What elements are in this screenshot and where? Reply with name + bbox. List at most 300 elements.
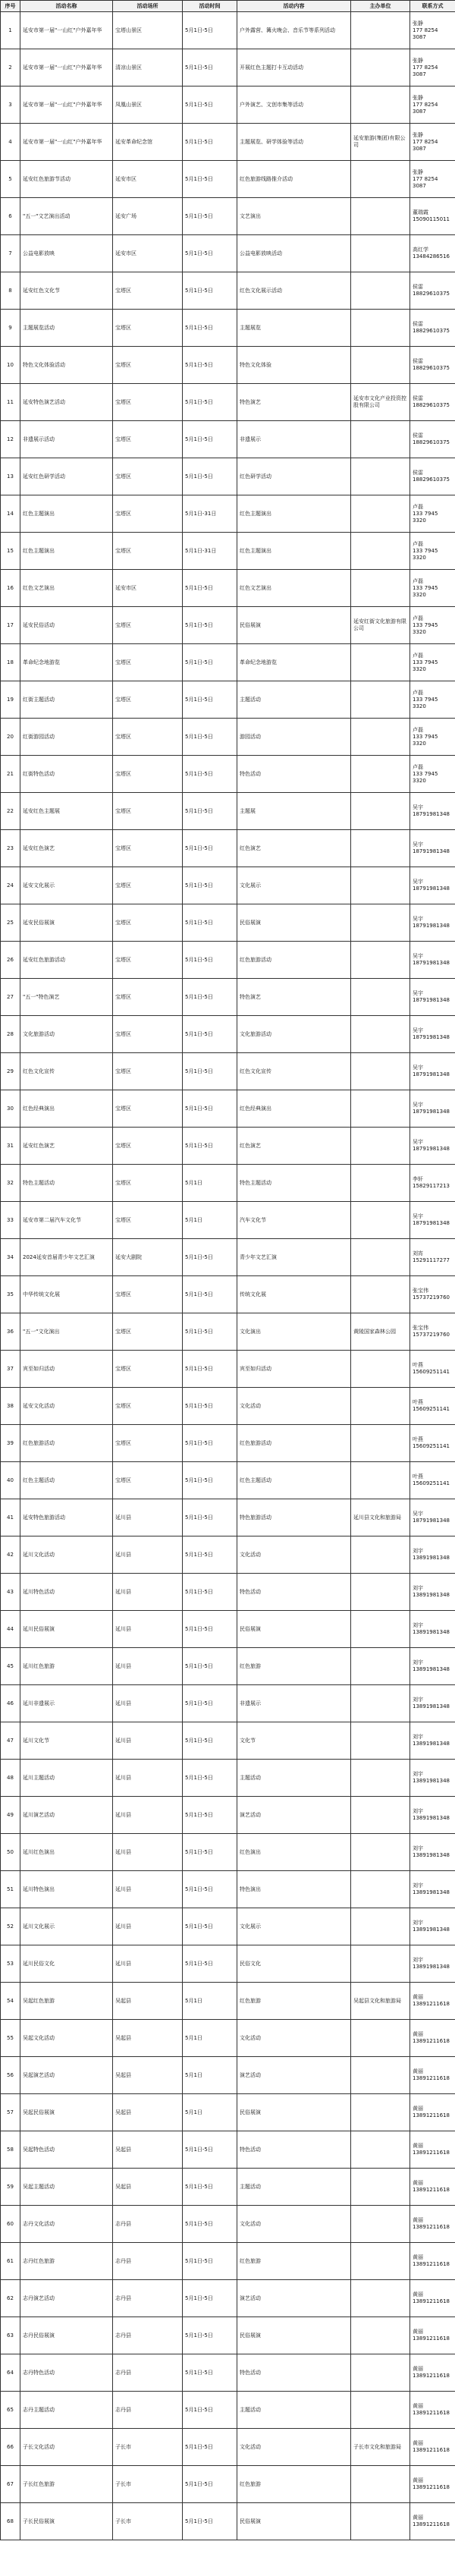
cell-time: 5月1日-5日	[183, 1834, 237, 1871]
table-row	[1, 49, 455, 86]
cell-contact: 张静 177 8254 3087	[410, 124, 455, 161]
table-row	[1, 1090, 455, 1128]
cell-org	[351, 2392, 410, 2429]
header-name: 活动名称	[20, 1, 113, 12]
cell-contact: 张静 177 8254 3087	[410, 161, 455, 198]
header-contact: 联系方式	[410, 1, 455, 12]
cell-content: 主题活动	[237, 1760, 351, 1797]
cell-name: 红色文艺演出	[20, 570, 113, 607]
cell-contact: 黄丽 13891211618	[410, 2206, 455, 2243]
cell-org	[351, 719, 410, 756]
cell-name: 延安红色旅游节活动	[20, 161, 113, 198]
cell-name: 延安市第一届"一山红"户外嘉年华	[20, 124, 113, 161]
cell-name: 红色旅游活动	[20, 1425, 113, 1462]
table-row	[1, 942, 455, 979]
cell-place: 宝塔区	[113, 756, 183, 793]
cell-content: 文化展示	[237, 867, 351, 904]
cell-contact: 黄丽 13891211618	[410, 2429, 455, 2466]
cell-contact: 刘宇 13891981348	[410, 1648, 455, 1685]
cell-name: 延安民俗展演	[20, 904, 113, 942]
cell-time: 5月1日-5日	[183, 161, 237, 198]
cell-place: 延川县	[113, 1685, 183, 1722]
table-row	[1, 533, 455, 570]
cell-time: 5月1日-5日	[183, 347, 237, 384]
cell-name: 延安红色文化节	[20, 272, 113, 310]
cell-org	[351, 1202, 410, 1239]
header-no: 序号	[1, 1, 20, 12]
cell-org	[351, 1908, 410, 1945]
cell-contact: 卢磊 133 7945 3320	[410, 719, 455, 756]
cell-contact: 叶燕 15609251141	[410, 1388, 455, 1425]
cell-contact: 侯雷 18829610375	[410, 421, 455, 458]
cell-content: 红色旅游	[237, 2243, 351, 2280]
cell-content: 特色旅游活动	[237, 1499, 351, 1536]
cell-contact: 卢磊 133 7945 3320	[410, 533, 455, 570]
cell-name: 延川演艺活动	[20, 1797, 113, 1834]
cell-content: 文化展示	[237, 1908, 351, 1945]
header-org: 主办单位	[351, 1, 410, 12]
cell-content: 文化节	[237, 1722, 351, 1760]
cell-place: 延安市区	[113, 161, 183, 198]
cell-no: 40	[1, 1462, 20, 1499]
cell-content: 革命纪念地游览	[237, 644, 351, 681]
cell-time: 5月1日-5日	[183, 1239, 237, 1276]
cell-contact: 吴宇 18791981348	[410, 1090, 455, 1128]
cell-name: 延安特色旅游活动	[20, 1499, 113, 1536]
cell-place: 宝塔区	[113, 1016, 183, 1053]
cell-name: 延川民俗文化	[20, 1945, 113, 1983]
cell-no: 8	[1, 272, 20, 310]
table-row	[1, 1499, 455, 1536]
cell-no: 32	[1, 1165, 20, 1202]
cell-org	[351, 2354, 410, 2392]
cell-content: 开展红色主题打卡互动活动	[237, 49, 351, 86]
cell-no: 55	[1, 2020, 20, 2057]
cell-org	[351, 2243, 410, 2280]
cell-time: 5月1日-5日	[183, 793, 237, 830]
cell-name: 延安红色主题展	[20, 793, 113, 830]
table-row	[1, 1425, 455, 1462]
cell-contact: 卢磊 133 7945 3320	[410, 644, 455, 681]
cell-no: 33	[1, 1202, 20, 1239]
cell-name: 特色主题活动	[20, 1165, 113, 1202]
cell-content: 红色旅游线路推介活动	[237, 161, 351, 198]
cell-time: 5月1日-5日	[183, 2503, 237, 2540]
cell-org	[351, 1425, 410, 1462]
cell-time: 5月1日-5日	[183, 607, 237, 644]
cell-time: 5月1日-5日	[183, 1611, 237, 1648]
cell-time: 5月1日-5日	[183, 867, 237, 904]
cell-no: 42	[1, 1536, 20, 1574]
cell-content: 汽车文化节	[237, 1202, 351, 1239]
cell-place: 延川县	[113, 1797, 183, 1834]
cell-place: 宝塔区	[113, 1202, 183, 1239]
cell-time: 5月1日-5日	[183, 570, 237, 607]
table-row	[1, 124, 455, 161]
cell-no: 49	[1, 1797, 20, 1834]
cell-contact: 卢磊 133 7945 3320	[410, 495, 455, 533]
cell-content: 宾至如归活动	[237, 1351, 351, 1388]
cell-contact: 黄丽 13891211618	[410, 1983, 455, 2020]
table-row	[1, 1983, 455, 2020]
cell-no: 28	[1, 1016, 20, 1053]
cell-place: 延川县	[113, 1871, 183, 1908]
cell-place: 延安革命纪念馆	[113, 124, 183, 161]
cell-contact: 卢磊 133 7945 3320	[410, 681, 455, 719]
cell-content: 民俗展演	[237, 904, 351, 942]
cell-time: 5月1日-5日	[183, 2392, 237, 2429]
cell-contact: 黄丽 13891211618	[410, 2317, 455, 2354]
cell-name: 延安特色演艺活动	[20, 384, 113, 421]
cell-content: 主题展览、研学体验等活动	[237, 124, 351, 161]
cell-content: 演艺活动	[237, 2280, 351, 2317]
cell-content: 民俗文化	[237, 1945, 351, 1983]
table-row	[1, 2020, 455, 2057]
table-body	[1, 12, 455, 2540]
table-row	[1, 2317, 455, 2354]
cell-time: 5月1日-5日	[183, 86, 237, 124]
cell-name: 延安文化展示	[20, 867, 113, 904]
cell-contact: 吴宇 18791981348	[410, 979, 455, 1016]
cell-content: 民俗展演	[237, 2094, 351, 2131]
cell-org	[351, 161, 410, 198]
cell-time: 5月1日-5日	[183, 830, 237, 867]
cell-no: 22	[1, 793, 20, 830]
cell-org	[351, 495, 410, 533]
cell-name: 志丹主题活动	[20, 2392, 113, 2429]
cell-org	[351, 235, 410, 272]
cell-content: 特色活动	[237, 1574, 351, 1611]
cell-place: 宝塔区	[113, 1425, 183, 1462]
cell-contact: 侯雷 18829610375	[410, 458, 455, 495]
cell-place: 宝塔区	[113, 1462, 183, 1499]
cell-place: 志丹县	[113, 2206, 183, 2243]
cell-no: 19	[1, 681, 20, 719]
cell-org	[351, 942, 410, 979]
cell-time: 5月1日-5日	[183, 272, 237, 310]
cell-content: 文化活动	[237, 2206, 351, 2243]
cell-no: 34	[1, 1239, 20, 1276]
cell-place: 吴起县	[113, 2169, 183, 2206]
table-row	[1, 1388, 455, 1425]
cell-name: 子长民俗展演	[20, 2503, 113, 2540]
cell-contact: 卢磊 133 7945 3320	[410, 756, 455, 793]
cell-org	[351, 1648, 410, 1685]
cell-org: 子长市文化和旅游局	[351, 2429, 410, 2466]
cell-no: 68	[1, 2503, 20, 2540]
cell-no: 64	[1, 2354, 20, 2392]
table-row	[1, 2429, 455, 2466]
cell-name: 志丹红色旅游	[20, 2243, 113, 2280]
cell-org	[351, 830, 410, 867]
cell-place: 宝塔区	[113, 830, 183, 867]
cell-no: 63	[1, 2317, 20, 2354]
cell-org	[351, 2317, 410, 2354]
table-row	[1, 1462, 455, 1499]
cell-contact: 刘宇 13891981348	[410, 1908, 455, 1945]
cell-content: 青少年文艺汇演	[237, 1239, 351, 1276]
cell-contact: 李轩 15829117213	[410, 1165, 455, 1202]
cell-no: 11	[1, 384, 20, 421]
cell-place: 延川县	[113, 1760, 183, 1797]
table-row	[1, 1313, 455, 1351]
cell-contact: 刘宇 13891981348	[410, 1834, 455, 1871]
cell-content: 文艺演出	[237, 198, 351, 235]
cell-place: 延安市区	[113, 570, 183, 607]
cell-contact: 黄丽 13891211618	[410, 2280, 455, 2317]
cell-place: 志丹县	[113, 2243, 183, 2280]
cell-time: 5月1日-5日	[183, 124, 237, 161]
cell-name: 子长文化活动	[20, 2429, 113, 2466]
cell-place: 宝塔区	[113, 793, 183, 830]
cell-place: 志丹县	[113, 2317, 183, 2354]
cell-place: 清凉山景区	[113, 49, 183, 86]
cell-time: 5月1日-5日	[183, 1871, 237, 1908]
cell-org	[351, 421, 410, 458]
cell-contact: 吴宇 18791981348	[410, 793, 455, 830]
cell-contact: 黄丽 13891211618	[410, 2057, 455, 2094]
cell-org	[351, 1090, 410, 1128]
table-row	[1, 1611, 455, 1648]
cell-org	[351, 1165, 410, 1202]
cell-no: 20	[1, 719, 20, 756]
cell-place: 宝塔区	[113, 421, 183, 458]
table-row	[1, 644, 455, 681]
cell-time: 5月1日-5日	[183, 49, 237, 86]
cell-no: 1	[1, 12, 20, 49]
cell-no: 25	[1, 904, 20, 942]
cell-content: 民俗展演	[237, 1611, 351, 1648]
cell-name: 中华传统文化展	[20, 1276, 113, 1313]
cell-time: 5月1日-5日	[183, 2169, 237, 2206]
cell-content: 主题活动	[237, 681, 351, 719]
cell-place: 宝塔区	[113, 495, 183, 533]
cell-content: 红色研学活动	[237, 458, 351, 495]
cell-contact: 刘宇 13891981348	[410, 1871, 455, 1908]
cell-content: 公益电影放映活动	[237, 235, 351, 272]
cell-place: 子长市	[113, 2429, 183, 2466]
cell-org	[351, 1685, 410, 1722]
cell-content: 红色文化展示活动	[237, 272, 351, 310]
cell-place: 宝塔区	[113, 384, 183, 421]
table-row	[1, 570, 455, 607]
cell-time: 5月1日-5日	[183, 458, 237, 495]
cell-time: 5月1日-5日	[183, 198, 237, 235]
cell-name: 红街特色活动	[20, 756, 113, 793]
cell-place: 宝塔区	[113, 719, 183, 756]
cell-org	[351, 1239, 410, 1276]
cell-content: 红色经典演出	[237, 1090, 351, 1128]
table-row	[1, 1202, 455, 1239]
cell-contact: 刘宇 13891981348	[410, 1797, 455, 1834]
cell-content: 特色文化体验	[237, 347, 351, 384]
cell-no: 56	[1, 2057, 20, 2094]
cell-org	[351, 1834, 410, 1871]
cell-no: 66	[1, 2429, 20, 2466]
cell-content: 文化旅游活动	[237, 1016, 351, 1053]
cell-time: 5月1日-5日	[183, 979, 237, 1016]
header-time: 活动时间	[183, 1, 237, 12]
cell-time: 5月1日-5日	[183, 235, 237, 272]
cell-content: 红色旅游活动	[237, 942, 351, 979]
cell-name: 延川红色旅游	[20, 1648, 113, 1685]
cell-time: 5月1日-5日	[183, 1313, 237, 1351]
cell-org: 延川县文化和旅游局	[351, 1499, 410, 1536]
cell-time: 5月1日-5日	[183, 1574, 237, 1611]
cell-name: 红色经典演出	[20, 1090, 113, 1128]
table-row	[1, 1722, 455, 1760]
table-row	[1, 1685, 455, 1722]
cell-time: 5月1日-5日	[183, 1016, 237, 1053]
cell-time: 5月1日-5日	[183, 1648, 237, 1685]
cell-name: 延安文化活动	[20, 1388, 113, 1425]
table-row	[1, 1760, 455, 1797]
cell-no: 59	[1, 2169, 20, 2206]
cell-org	[351, 198, 410, 235]
cell-time: 5月1日-5日	[183, 681, 237, 719]
cell-org	[351, 1574, 410, 1611]
table-row	[1, 2169, 455, 2206]
cell-name: 延安市第二届汽车文化节	[20, 1202, 113, 1239]
cell-contact: 卢磊 133 7945 3320	[410, 607, 455, 644]
cell-name: 吴起文化活动	[20, 2020, 113, 2057]
table-row	[1, 2206, 455, 2243]
cell-no: 23	[1, 830, 20, 867]
cell-time: 5月1日-5日	[183, 1945, 237, 1983]
cell-no: 43	[1, 1574, 20, 1611]
cell-no: 65	[1, 2392, 20, 2429]
cell-time: 5月1日-5日	[183, 1462, 237, 1499]
cell-name: 志丹民俗展演	[20, 2317, 113, 2354]
cell-content: 红色主题演出	[237, 533, 351, 570]
cell-name: 宾至如归活动	[20, 1351, 113, 1388]
cell-content: 主题活动	[237, 2169, 351, 2206]
table-row	[1, 1648, 455, 1685]
cell-org	[351, 570, 410, 607]
cell-no: 27	[1, 979, 20, 1016]
cell-contact: 黄丽 13891211618	[410, 2131, 455, 2169]
cell-contact: 吴宇 18791981348	[410, 830, 455, 867]
cell-no: 36	[1, 1313, 20, 1351]
cell-org	[351, 2169, 410, 2206]
cell-time: 5月1日-5日	[183, 942, 237, 979]
cell-place: 志丹县	[113, 2392, 183, 2429]
cell-no: 4	[1, 124, 20, 161]
cell-place: 延川县	[113, 1574, 183, 1611]
cell-content: 红色旅游	[237, 1983, 351, 2020]
cell-contact: 刘宇 13891981348	[410, 1611, 455, 1648]
table-row	[1, 1945, 455, 1983]
cell-no: 39	[1, 1425, 20, 1462]
cell-time: 5月1日-5日	[183, 904, 237, 942]
cell-org	[351, 2094, 410, 2131]
cell-content: 红色主题活动	[237, 1462, 351, 1499]
cell-time: 5月1日-5日	[183, 1722, 237, 1760]
cell-no: 44	[1, 1611, 20, 1648]
cell-org: 延安旅游(集团)有限公司	[351, 124, 410, 161]
cell-name: "五一"特色演艺	[20, 979, 113, 1016]
cell-contact: 卢磊 133 7945 3320	[410, 570, 455, 607]
cell-org	[351, 2466, 410, 2503]
table-row	[1, 198, 455, 235]
cell-name: 吴起特色活动	[20, 2131, 113, 2169]
cell-contact: 吴宇 18791981348	[410, 904, 455, 942]
cell-contact: 刘宇 13891981348	[410, 1685, 455, 1722]
cell-place: 宝塔区	[113, 867, 183, 904]
cell-content: 特色演艺	[237, 384, 351, 421]
cell-content: 户外露营、篝火晚会、音乐节等系列活动	[237, 12, 351, 49]
cell-name: 吴起民俗展演	[20, 2094, 113, 2131]
cell-content: 户外演艺、文创市集等活动	[237, 86, 351, 124]
cell-org	[351, 1351, 410, 1388]
cell-org	[351, 1462, 410, 1499]
cell-content: 特色主题活动	[237, 1165, 351, 1202]
cell-time: 5月1日-5日	[183, 1685, 237, 1722]
cell-time: 5月1日-5日	[183, 1276, 237, 1313]
cell-no: 14	[1, 495, 20, 533]
cell-time: 5月1日-31日	[183, 533, 237, 570]
cell-time: 5月1日	[183, 1202, 237, 1239]
cell-no: 52	[1, 1908, 20, 1945]
cell-org	[351, 2057, 410, 2094]
cell-time: 5月1日-5日	[183, 756, 237, 793]
cell-contact: 张静 177 8254 3087	[410, 12, 455, 49]
cell-contact: 高红学 13484286516	[410, 235, 455, 272]
cell-place: 宝塔区	[113, 644, 183, 681]
cell-time: 5月1日-5日	[183, 2317, 237, 2354]
table-row	[1, 830, 455, 867]
cell-content: 非遗展示	[237, 421, 351, 458]
cell-name: 延安红色演艺	[20, 1128, 113, 1165]
cell-org	[351, 1388, 410, 1425]
cell-no: 18	[1, 644, 20, 681]
cell-org	[351, 458, 410, 495]
table-row	[1, 2094, 455, 2131]
cell-contact: 董瑞霞 15090115011	[410, 198, 455, 235]
cell-name: "五一"文化演出	[20, 1313, 113, 1351]
cell-no: 5	[1, 161, 20, 198]
cell-time: 5月1日-5日	[183, 421, 237, 458]
cell-org	[351, 2131, 410, 2169]
cell-org	[351, 1276, 410, 1313]
cell-org	[351, 2206, 410, 2243]
cell-place: 延安市区	[113, 235, 183, 272]
cell-time: 5月1日	[183, 2094, 237, 2131]
cell-place: 宝塔区	[113, 942, 183, 979]
cell-contact: 刘宇 13891981348	[410, 1536, 455, 1574]
cell-content: 红色文艺演出	[237, 570, 351, 607]
cell-content: 红色文化宣传	[237, 1053, 351, 1090]
cell-no: 12	[1, 421, 20, 458]
cell-org	[351, 49, 410, 86]
table-row	[1, 495, 455, 533]
cell-contact: 吴宇 18791981348	[410, 942, 455, 979]
cell-content: 民俗展演	[237, 2503, 351, 2540]
cell-org: 延安市文化产业投资控股有限公司	[351, 384, 410, 421]
cell-org	[351, 310, 410, 347]
cell-place: 延川县	[113, 1648, 183, 1685]
cell-time: 5月1日-5日	[183, 2429, 237, 2466]
cell-contact: 叶燕 15609251141	[410, 1425, 455, 1462]
cell-no: 13	[1, 458, 20, 495]
cell-no: 48	[1, 1760, 20, 1797]
cell-name: 延川文化节	[20, 1722, 113, 1760]
cell-name: 红街游园活动	[20, 719, 113, 756]
cell-time: 5月1日-5日	[183, 719, 237, 756]
cell-no: 46	[1, 1685, 20, 1722]
cell-content: 红色演艺	[237, 1128, 351, 1165]
cell-no: 61	[1, 2243, 20, 2280]
